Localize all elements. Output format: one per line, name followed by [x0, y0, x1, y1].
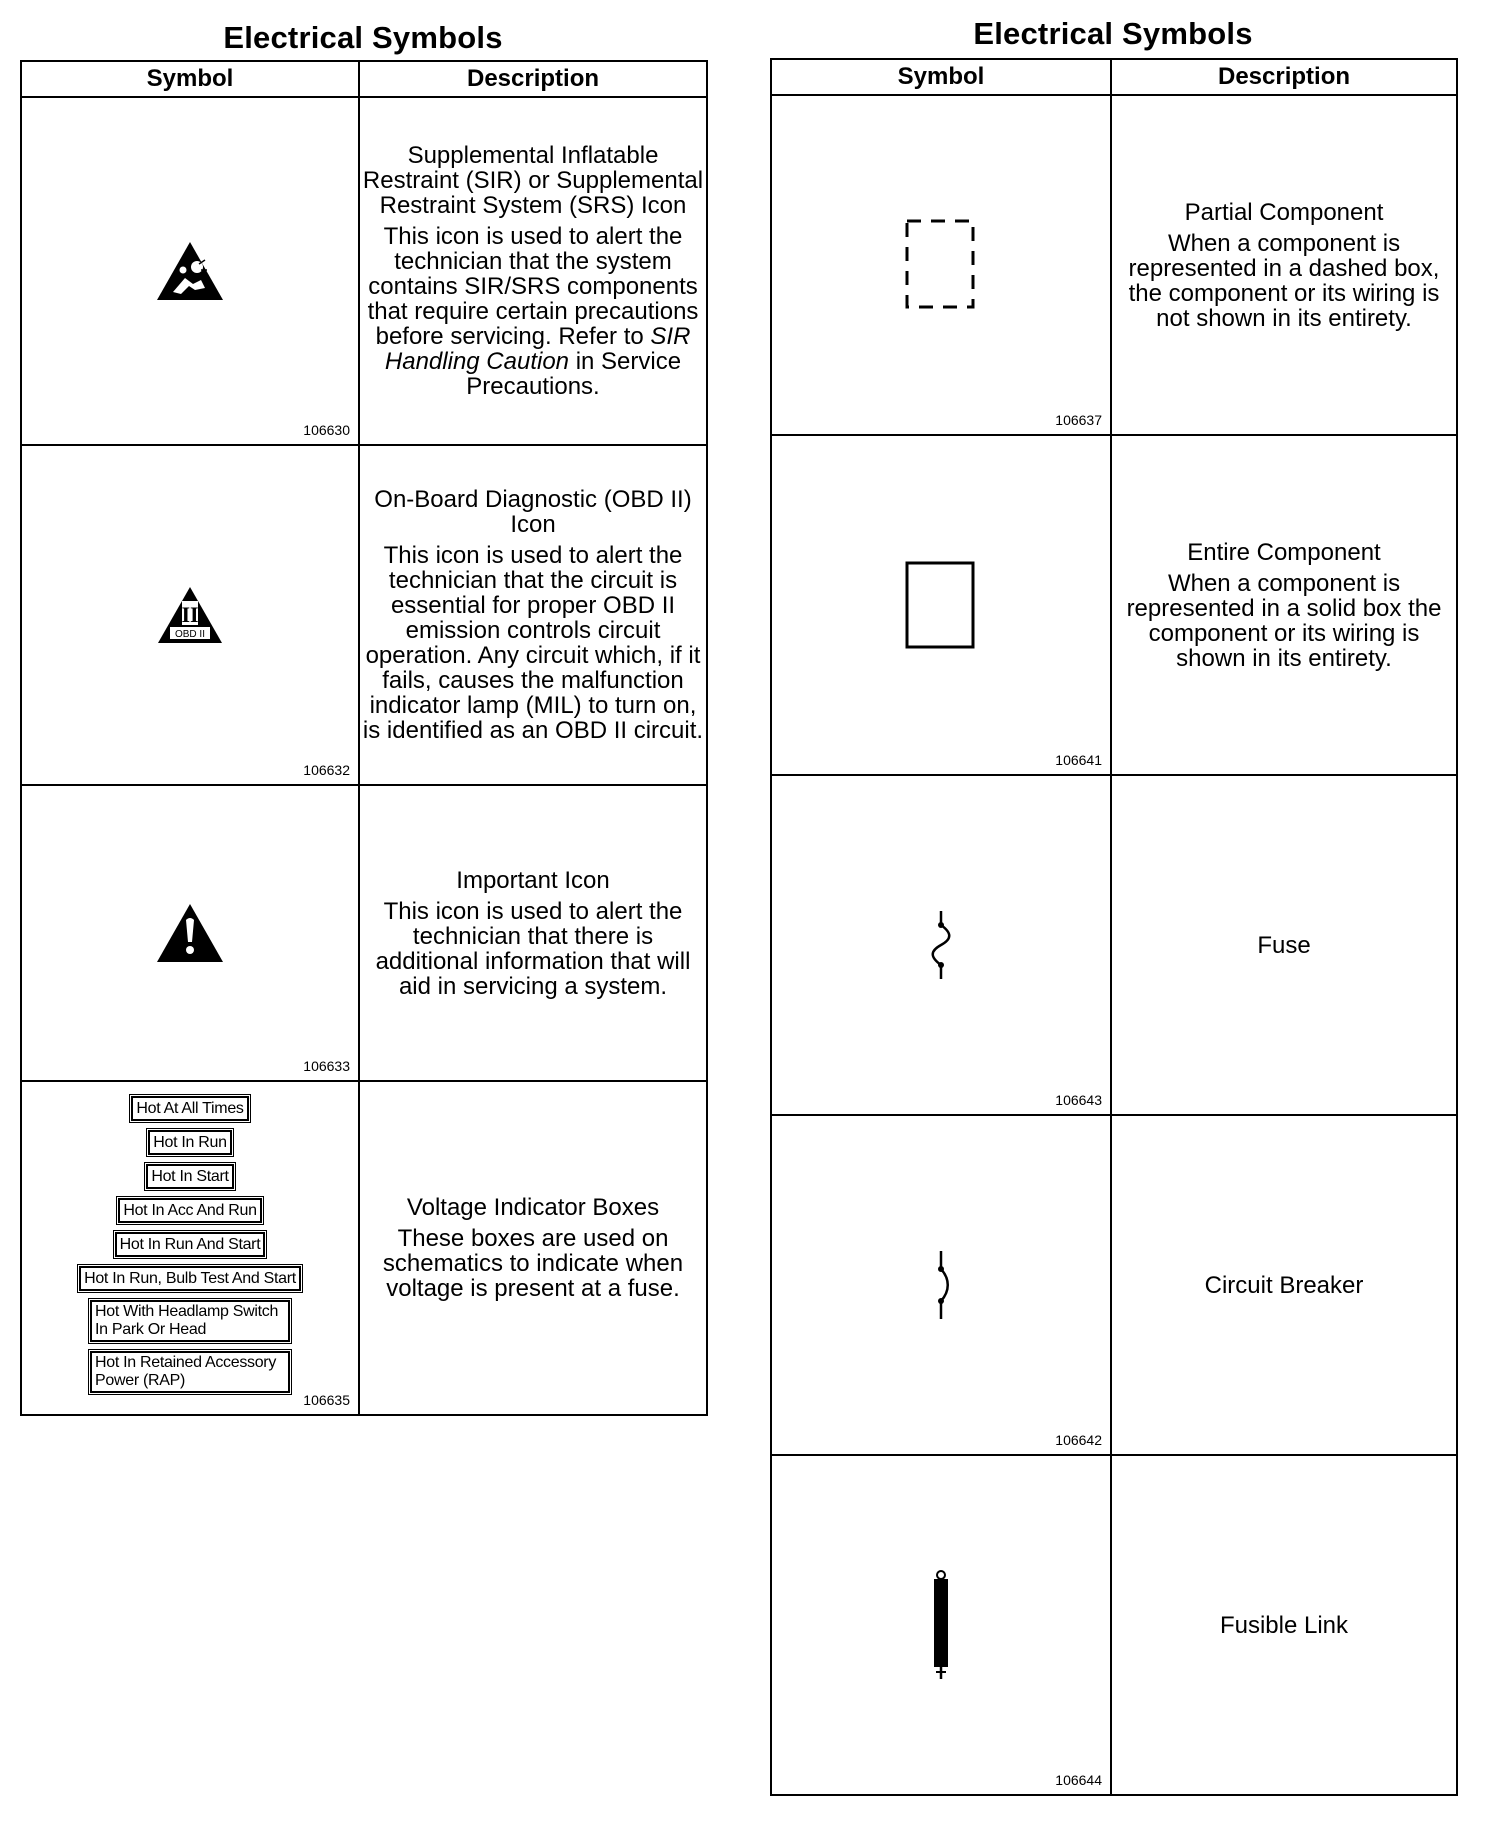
figure-reference-number: 106641 [1055, 752, 1102, 768]
description-reference-italic: SIR Handling Caution [384, 323, 691, 375]
symbol-cell [21, 1081, 359, 1415]
description-cell [359, 445, 707, 785]
symbol-cell [21, 785, 359, 1081]
description-body-text-end: in Service Precautions. [466, 348, 682, 400]
description-cell [1111, 1115, 1457, 1455]
table-row [21, 1081, 707, 1415]
voltage-box: Hot In Start [146, 1164, 233, 1189]
entire-component-solid-box-icon [772, 559, 1110, 651]
figure-reference-number: 106644 [1055, 1772, 1102, 1788]
symbol-cell [771, 1455, 1111, 1795]
figure-reference-number: 106630 [303, 422, 350, 438]
right-symbols-table [770, 58, 1458, 1796]
table-row [21, 97, 707, 445]
description-title: Entire Component [1187, 538, 1381, 566]
voltage-box: Hot In Retained Accessory Power (RAP) [90, 1351, 290, 1393]
voltage-indicator-boxes [22, 1096, 358, 1402]
right-panel-title: Electrical Symbols [973, 16, 1253, 51]
description-title: Partial Component [1184, 198, 1384, 226]
table-row [771, 435, 1457, 775]
description-title: Fusible Link [1219, 1611, 1349, 1639]
voltage-box: Hot At All Times [131, 1096, 248, 1121]
important-warning-icon [22, 902, 358, 964]
left-symbols-table [20, 60, 708, 1416]
voltage-box: Hot In Run, Bulb Test And Start [79, 1266, 301, 1291]
description-body: When a component is represented in a solid box the component or its wiring is shown in its entirety. [1126, 569, 1442, 672]
table-row [21, 445, 707, 785]
description-body: These boxes are used on schematics to indicate when voltage is present at a fuse. [382, 1225, 684, 1302]
description-cell [1111, 95, 1457, 435]
fuse-icon [772, 909, 1110, 981]
description-title: Important Icon [456, 866, 610, 894]
figure-reference-number: 106642 [1055, 1432, 1102, 1448]
description-cell [359, 785, 707, 1081]
symbol-cell [771, 435, 1111, 775]
description-cell [1111, 1455, 1457, 1795]
voltage-box: Hot In Run [148, 1130, 232, 1155]
description-body [360, 224, 706, 399]
description-column-header: Description [359, 61, 707, 97]
symbol-column-header: Symbol [771, 59, 1111, 95]
table-row [771, 775, 1457, 1115]
symbol-cell [771, 1115, 1111, 1455]
table-row [21, 785, 707, 1081]
description-title: Fuse [1257, 931, 1311, 959]
description-title: Circuit Breaker [1204, 1271, 1364, 1299]
symbol-column-header: Symbol [21, 61, 359, 97]
description-body: This icon is used to alert the technician that the circuit is essential for proper OBD II emission controls circuit operation. Any circuit which, if it fails, causes the malfunction indicator lamp (MIL) to turn on, is identified as an OBD II circuit. [362, 542, 704, 744]
symbol-cell [21, 97, 359, 445]
description-cell [1111, 435, 1457, 775]
left-panel-title: Electrical Symbols [223, 20, 503, 55]
table-row [771, 1115, 1457, 1455]
sir-airbag-warning-icon [22, 240, 358, 302]
voltage-box: Hot In Acc And Run [118, 1198, 261, 1223]
description-body-text: This icon is used to alert the technician that the system contains SIR/SRS components that require certain precautions before servicing. Refer to [367, 223, 699, 350]
figure-reference-number: 106632 [303, 762, 350, 778]
symbol-cell [771, 95, 1111, 435]
voltage-box: Hot In Run And Start [115, 1232, 266, 1257]
figure-reference-number: 106633 [303, 1058, 350, 1074]
figure-reference-number: 106637 [1055, 412, 1102, 428]
description-body: This icon is used to alert the technician that there is additional information that will aid in servicing a system. [375, 897, 691, 1000]
obd-label: OBD II [174, 629, 206, 640]
fusible-link-icon [772, 1569, 1110, 1681]
figure-reference-number: 106643 [1055, 1092, 1102, 1108]
description-title: Voltage Indicator Boxes [406, 1194, 660, 1221]
obd-glyph: II [181, 602, 199, 627]
obd-ii-warning-icon [22, 585, 358, 645]
symbol-cell [771, 775, 1111, 1115]
description-title: Supplemental Inflatable Restraint (SIR) or Supplemental Restraint System (SRS) Icon [362, 142, 704, 219]
figure-reference-number: 106635 [303, 1392, 350, 1408]
description-body: When a component is represented in a dashed box, the component or its wiring is not shown in its entirety. [1128, 229, 1440, 332]
partial-component-dashed-box-icon [772, 217, 1110, 313]
table-header-row [21, 61, 707, 97]
voltage-box: Hot With Headlamp Switch In Park Or Head [90, 1300, 290, 1342]
table-row [771, 1455, 1457, 1795]
description-cell [359, 1081, 707, 1415]
circuit-breaker-icon [772, 1249, 1110, 1321]
description-title: On-Board Diagnostic (OBD II) Icon [374, 486, 692, 538]
description-column-header: Description [1111, 59, 1457, 95]
symbol-cell [21, 445, 359, 785]
table-header-row [771, 59, 1457, 95]
description-cell [359, 97, 707, 445]
table-row [771, 95, 1457, 435]
description-cell [1111, 775, 1457, 1115]
